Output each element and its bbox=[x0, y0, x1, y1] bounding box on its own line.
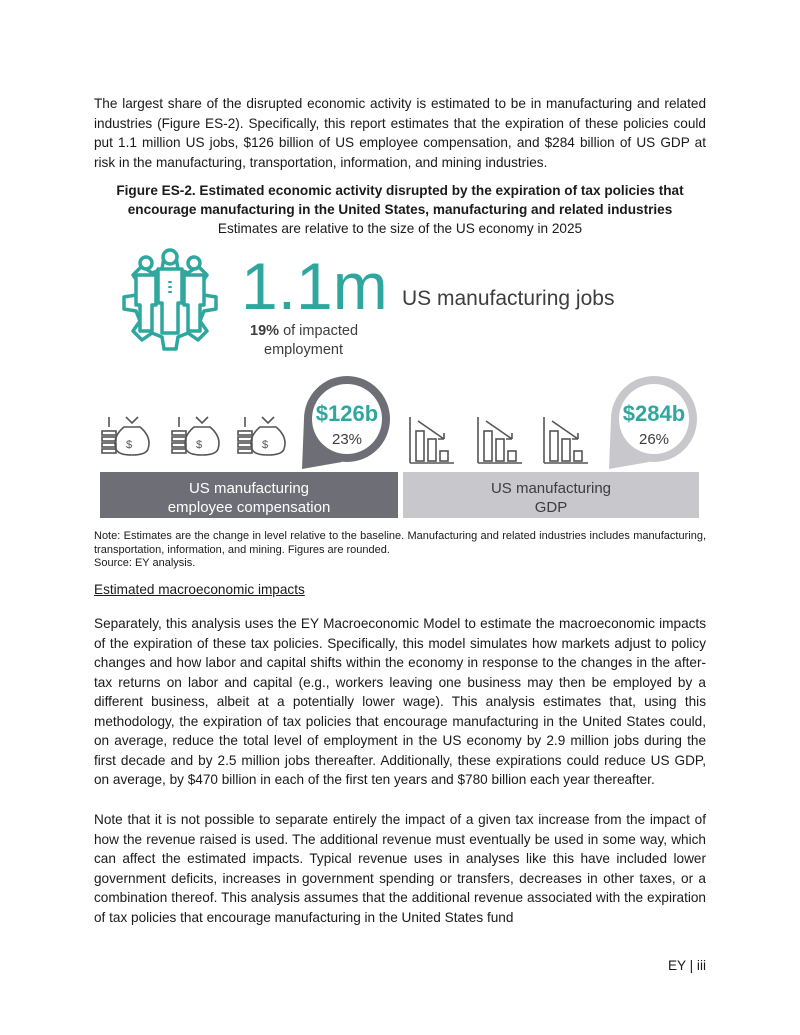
money-bag-icon-3 bbox=[238, 417, 285, 455]
declining-chart-icons bbox=[410, 417, 588, 463]
svg-text:$: $ bbox=[262, 439, 269, 451]
compensation-value: $126b bbox=[315, 401, 379, 426]
figure-caption bbox=[94, 181, 706, 238]
jobs-share-text-2: employment bbox=[264, 342, 343, 358]
gdp-label-1: US manufacturing bbox=[490, 480, 612, 497]
declining-chart-icon-2 bbox=[478, 417, 522, 463]
note-text: Note: Estimates are the change in level relative to the baseline. Manufacturing and related industries includes manufacturing, transportation, information, and mining. Figures are rounded. bbox=[94, 530, 706, 556]
money-bag-icons bbox=[102, 417, 285, 455]
jobs-value: 1.1m bbox=[241, 249, 388, 323]
macro-paragraph: Separately, this analysis uses the EY Macroeconomic Model to estimate the macroeconomic impacts of the expiration of these tax policies. Specifically, this model simulates how markets adjust to policy changes and how labor and capital shifts within the economy in response to the changes in the after-tax returns on labor and capital (e.g., workers leaving one business may then be employed by a different business, albeit at a potentially lower wage). This analysis estimates that, using this methodology, the expiration of tax policies that encourage manufacturing in the United States could, on average, reduce the total level of employment in the US economy by 2.9 million jobs during the first decade and by 2.5 million jobs thereafter. Additionally, these expirations could reduce US GDP, on average, by $470 billion in each of the first ten years and $780 billion each year thereafter. bbox=[94, 616, 706, 787]
infographic bbox=[96, 245, 706, 525]
compensation-share: 23% bbox=[331, 431, 363, 448]
gdp-label-2: GDP bbox=[534, 499, 568, 516]
gdp-value: $284b bbox=[622, 401, 686, 426]
jobs-share-bold: 19% bbox=[250, 323, 280, 339]
gear-people-icon bbox=[124, 250, 216, 349]
page-footer: EY | iii bbox=[667, 958, 706, 973]
figure-title: Figure ES-2. Estimated economic activity disrupted by the expiration of tax policies that encourage manufacturing in the United States, manufacturing and related industries bbox=[116, 183, 684, 217]
jobs-label: US manufacturing jobs bbox=[402, 287, 615, 310]
declining-chart-icon-3 bbox=[544, 417, 588, 463]
gdp-share: 26% bbox=[638, 431, 670, 448]
compensation-label-1: US manufacturing bbox=[188, 480, 310, 497]
jobs-share-text-1: of impacted bbox=[283, 323, 359, 339]
revenue-paragraph: Note that it is not possible to separate entirely the impact of a given tax increase from the impact of how the revenue raised is used. The additional revenue must eventually be used in some way, which can affect the estimated impacts. Typical revenue uses in analyses like this have included lower government deficits, increases in government spending or transfers, decreases in other taxes, or a combination thereof. This analysis assumes that the additional revenue associated with the expiration of tax policies that encourage manufacturing in the United States fund bbox=[94, 812, 706, 925]
jobs-share-line bbox=[250, 323, 358, 339]
svg-text:$: $ bbox=[126, 439, 133, 451]
money-bag-icon-1 bbox=[102, 417, 149, 455]
intro-paragraph: The largest share of the disrupted economic activity is estimated to be in manufacturing and related industries (Figure ES-2). Specifically, this report estimates that the expiration of these policies could put 1.1 million US jobs, $126 billion of US employee compensation, and $284 billion of US GDP at risk in the manufacturing, transportation, information, and mining industries. bbox=[94, 96, 706, 170]
svg-text:$: $ bbox=[196, 439, 203, 451]
declining-chart-icon-1 bbox=[410, 417, 454, 463]
figure-note bbox=[94, 530, 706, 571]
source-text: Source: EY analysis. bbox=[94, 557, 196, 569]
figure-subtitle: Estimates are relative to the size of the US economy in 2025 bbox=[217, 221, 583, 236]
section-heading: Estimated macroeconomic impacts bbox=[94, 582, 305, 597]
compensation-label-2: employee compensation bbox=[167, 499, 331, 516]
money-bag-icon-2 bbox=[172, 417, 219, 455]
